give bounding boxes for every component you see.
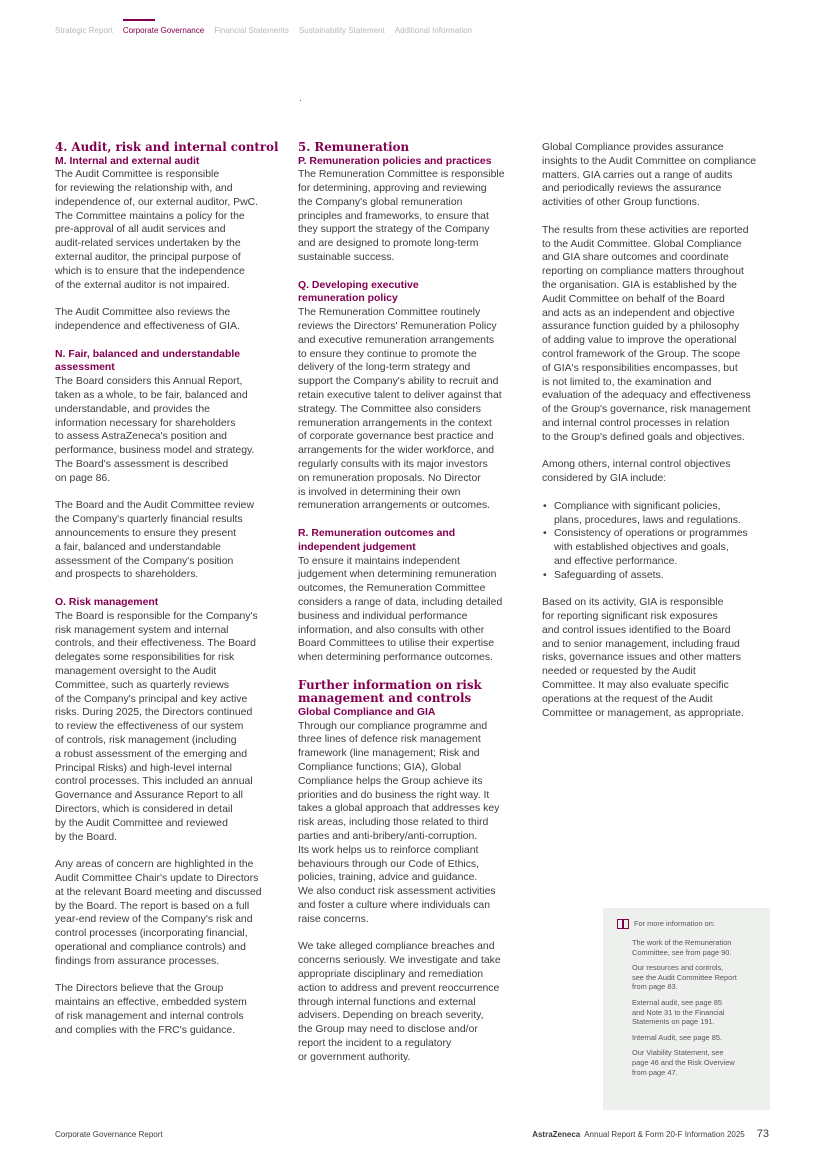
footer-report-title: Annual Report & Form 20-F Information 2025 xyxy=(584,1130,745,1139)
objectives-list xyxy=(542,500,774,583)
subheading-n: N. Fair, balanced and understandable assessment xyxy=(55,348,241,374)
column-right xyxy=(542,141,774,720)
paragraph: Through our compliance programme and three lines of defence risk management framework (line management; Risk and Compliance functions; GIA), Global Compliance helps the Group achieve its priorities and do business the right way. It takes a global approach that addresses key risk areas, including those related to third parties and anti-bribery/anti-corruption. Its work helps us to reinforce compliant behaviours through our Code of Ethics, policies, training, advice and guidance. We also conduct risk assessment activities and foster a culture where individuals can raise concerns. xyxy=(298,720,500,925)
subheading-m: M. Internal and external audit xyxy=(55,155,200,167)
paragraph: The results from these activities are reported to the Audit Committee. Global Compliance and GIA share outcomes and coordinate reporting on compliance matters throughout the organisation. GIA is established by the Audit Committee on behalf of the Board and acts as an independent and objective assurance function guided by a philosophy of adding value to improve the operational control framework of the Group. The scope of GIA's responsibilities encompasses, but is not limited to, the examination and evaluation of the adequacy and effectiveness of the Group's governance, risk management and internal control processes in relation to the Group's defined goals and objectives. xyxy=(542,224,751,443)
paragraph: We take alleged compliance breaches and concerns seriously. We investigate and take appropriate disciplinary and remediation action to address and prevent reoccurrence through internal functions and external advisers. Depending on breach severity, the Group may need to disclose and/or report the incident to a regulatory or government authority. xyxy=(298,941,501,1063)
section-heading-audit: 4. Audit, risk and internal control xyxy=(55,140,279,154)
nav-financial-statements[interactable]: Financial Statements xyxy=(214,26,289,35)
more-info-title: For more information on: xyxy=(634,919,715,929)
column-left xyxy=(55,141,287,1038)
section-heading-remuneration: 5. Remuneration xyxy=(298,140,410,154)
paragraph: Among others, internal control objectives considered by GIA include: xyxy=(542,459,731,485)
info-link[interactable]: The work of the Remuneration Committee, see from page 90. xyxy=(632,938,732,957)
list-item: • Consistency of operations or programmes with established objectives and goals, and effective performance. xyxy=(542,527,774,568)
subheading-r: R. Remuneration outcomes and independent judgement xyxy=(298,528,456,553)
info-link[interactable]: Our Viability Statement, see page 46 and the Risk Overview from page 47. xyxy=(632,1048,735,1077)
paragraph: The Audit Committee also reviews the independence and effectiveness of GIA. xyxy=(55,307,240,333)
nav-corporate-governance[interactable]: Corporate Governance xyxy=(122,26,205,35)
stray-dot xyxy=(300,100,301,101)
info-link[interactable]: Internal Audit, see page 85. xyxy=(632,1032,722,1042)
more-info-header xyxy=(617,919,715,929)
footer-report-info xyxy=(532,1128,769,1140)
column-middle xyxy=(298,141,530,1065)
paragraph: The Remuneration Committee is responsible for determining, approving and reviewing the Company's global remuneration principles and frameworks, to ensure that they support the strategy of the Company and are designed to promote long-term sustainable success. xyxy=(298,169,505,264)
footer-section-name: Corporate Governance Report xyxy=(55,1130,163,1139)
paragraph: The Board is responsible for the Company's risk management system and internal controls, and their effectiveness. The Board delegates some responsibilities for risk management oversight to the Audit Committee, such as quarterly reviews of the Company's principal and key active risks. During 2025, the Directors continued to review the effectiveness of our system of controls, risk management (including a robust assessment of the emerging and Principal Risks) and high-level internal control processes. This included an annual Governance and Assurance Report to all Directors, which is considered in detail by the Audit Committee and reviewed by the Board. xyxy=(55,610,258,843)
paragraph: The Directors believe that the Group maintains an effective, embedded system of risk management and internal controls and complies with the FRC's guidance. xyxy=(55,983,247,1036)
nav-sustainability-statement[interactable]: Sustainability Statement xyxy=(298,26,385,35)
list-item: • Compliance with significant policies, plans, procedures, laws and regulations. xyxy=(542,500,774,528)
subheading-o: O. Risk management xyxy=(55,597,159,608)
paragraph: The Remuneration Committee routinely reviews the Directors' Remuneration Policy and executive remuneration arrangements to ensure they continue to promote the delivery of the long-term strategy and support the Company's ability to recruit and retain executive talent to deliver against that strategy. The Committee also considers remuneration arrangements in the context of corporate governance best practice and arrangements for the wider workforce, and regularly consults with its major investors on remuneration proposals. No Director is involved in determining their own remuneration arrangements or outcomes. xyxy=(298,307,502,512)
footer-brand: AstraZeneca xyxy=(532,1130,581,1139)
paragraph: The Board and the Audit Committee review the Company's quarterly financial results announcements to ensure they present a fair, balanced and understandable assessment of the Company's position and prospects to shareholders. xyxy=(55,500,254,581)
subheading-p: P. Remuneration policies and practices xyxy=(298,155,492,167)
nav-additional-information[interactable]: Additional Information xyxy=(394,26,473,35)
section-nav xyxy=(55,26,472,35)
paragraph: Global Compliance provides assurance insights to the Audit Committee on compliance matters. GIA carries out a range of audits and periodically reviews the assurance activities of other Group functions. xyxy=(542,142,757,209)
subheading-gia: Global Compliance and GIA xyxy=(298,706,436,718)
info-link[interactable]: Our resources and controls, see the Audit Committee Report from page 83. xyxy=(632,963,737,992)
book-icon xyxy=(617,919,629,929)
paragraph: Based on its activity, GIA is responsible for reporting significant risk exposures and control issues identified to the Board and to senior management, including fraud risks, governance issues and other matters needed or requested by the Audit Committee. It may also evaluate specific operations at the request of the Audit Committee or management, as appropriate. xyxy=(542,597,744,719)
subheading-q: Q. Developing executive remuneration policy xyxy=(298,279,419,305)
section-heading-further-info: Further information on risk management and controls xyxy=(298,677,482,706)
paragraph: The Board considers this Annual Report, taken as a whole, to be fair, balanced and understandable, and provides the information necessary for shareholders to assess AstraZeneca's position and performance, business model and strategy. The Board's assessment is described on page 86. xyxy=(55,376,255,484)
paragraph: To ensure it maintains independent judgement when determining remuneration outcomes, the Remuneration Committee considers a range of data, including detailed business and individual performance information, and also consults with other Board Committees to utilise their expertise when determining performance outcomes. xyxy=(298,555,503,664)
paragraph: Any areas of concern are highlighted in the Audit Committee Chair's update to Directors at the relevant Board meeting and discussed by the Board. The report is based on a full year-end review of the Company's risk and control processes (incorporating financial, operational and compliance controls) and findings from assurance processes. xyxy=(55,859,262,967)
more-info-box xyxy=(603,908,770,1110)
nav-strategic-report[interactable]: Strategic Report xyxy=(55,26,113,35)
paragraph: The Audit Committee is responsible for reviewing the relationship with, and independence of, our external auditor, PwC. The Committee maintains a policy for the pre-approval of all audit services and audit-related services undertaken by the external auditor, the principal purpose of which is to ensure that the independence of the external auditor is not impaired. xyxy=(55,169,259,291)
list-item: • Safeguarding of assets. xyxy=(542,569,774,583)
page-number: 73 xyxy=(756,1128,769,1140)
info-link[interactable]: External audit, see page 85 and Note 31 to the Financial Statements on page 191. xyxy=(632,997,725,1027)
